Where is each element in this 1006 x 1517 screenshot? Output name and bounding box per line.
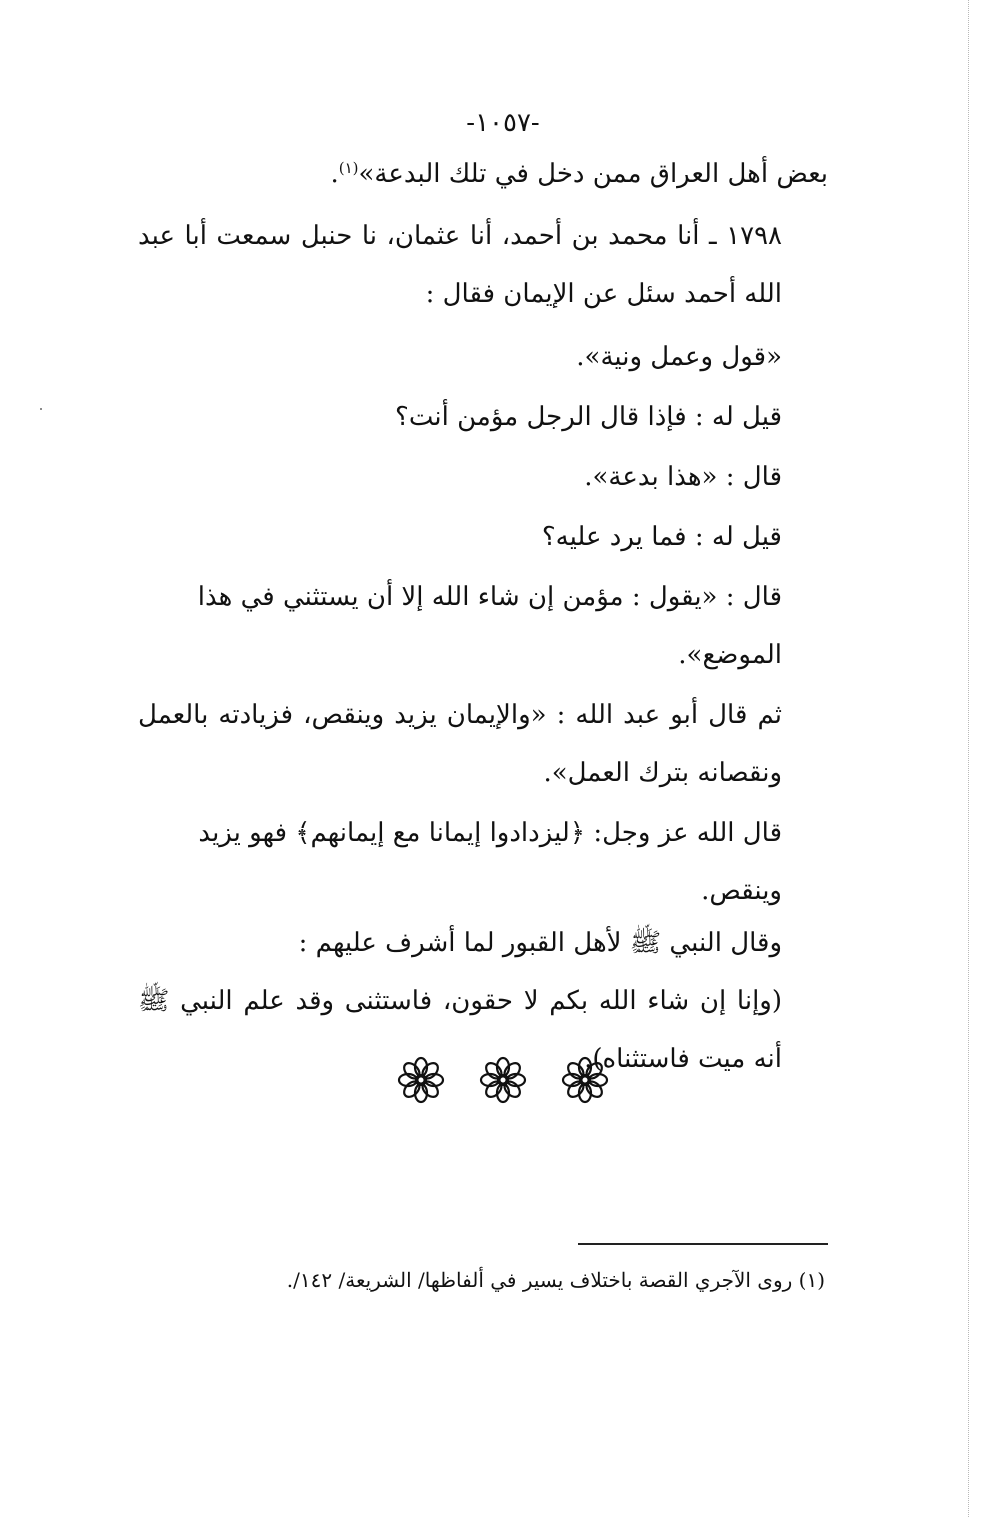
hadith-paragraph: (وإنا إن شاء الله بكم لا حقون، فاستثنى وقد علم النبي ﷺ أنه ميت فاستثناه).: [138, 986, 782, 1074]
narration-1798: ١٧٩٨ ـ أنا محمد بن أحمد، أنا عثمان، نا حنبل سمعت أبا عبد الله أحمد سئل عن الإيمان فقال :: [138, 221, 782, 309]
footnote-separator: [578, 1243, 828, 1245]
quran-verse-line: قال الله عز وجل: ﴿ليزدادوا إيمانا مع إيمانهم﴾ فهو يزيد وينقص.: [198, 818, 782, 906]
question-line-2: قيل له : فما يرد عليه؟: [541, 522, 782, 552]
footnote-marker: (١): [338, 159, 359, 177]
main-text: [138, 145, 828, 1088]
page-number: -١٠٥٧-: [466, 108, 540, 138]
answer-line-1: قال : «هذا بدعة».: [584, 462, 782, 492]
page-edge-line: [968, 0, 969, 1517]
flower-icon: [397, 1056, 445, 1104]
answer-line-2: قال : «يقول : مؤمن إن شاء الله إلا أن يستثني في هذا الموضع».: [197, 582, 782, 670]
flower-icon: [561, 1056, 609, 1104]
section-ornament: [0, 1056, 1006, 1104]
quote-definition: «قول وعمل ونية».: [576, 342, 782, 372]
continued-line-end: .: [330, 159, 339, 189]
prophet-statement-line: وقال النبي ﷺ لأهل القبور لما أشرف عليهم :: [298, 928, 782, 958]
continued-line: [138, 145, 828, 203]
continued-line-text: بعض أهل العراق ممن دخل في تلك البدعة»: [358, 159, 828, 189]
flower-icon: [479, 1056, 527, 1104]
scan-speck: [40, 408, 42, 410]
question-line-1: قيل له : فإذا قال الرجل مؤمن أنت؟: [395, 402, 782, 432]
abu-abdallah-paragraph: ثم قال أبو عبد الله : «والإيمان يزيد وينقص، فزيادته بالعمل ونقصانه بترك العمل».: [138, 700, 782, 788]
footnote-1: (١) روى الآجري القصة باختلاف يسير في ألفاظها/ الشريعة/ ١٤٢/.: [286, 1268, 825, 1292]
